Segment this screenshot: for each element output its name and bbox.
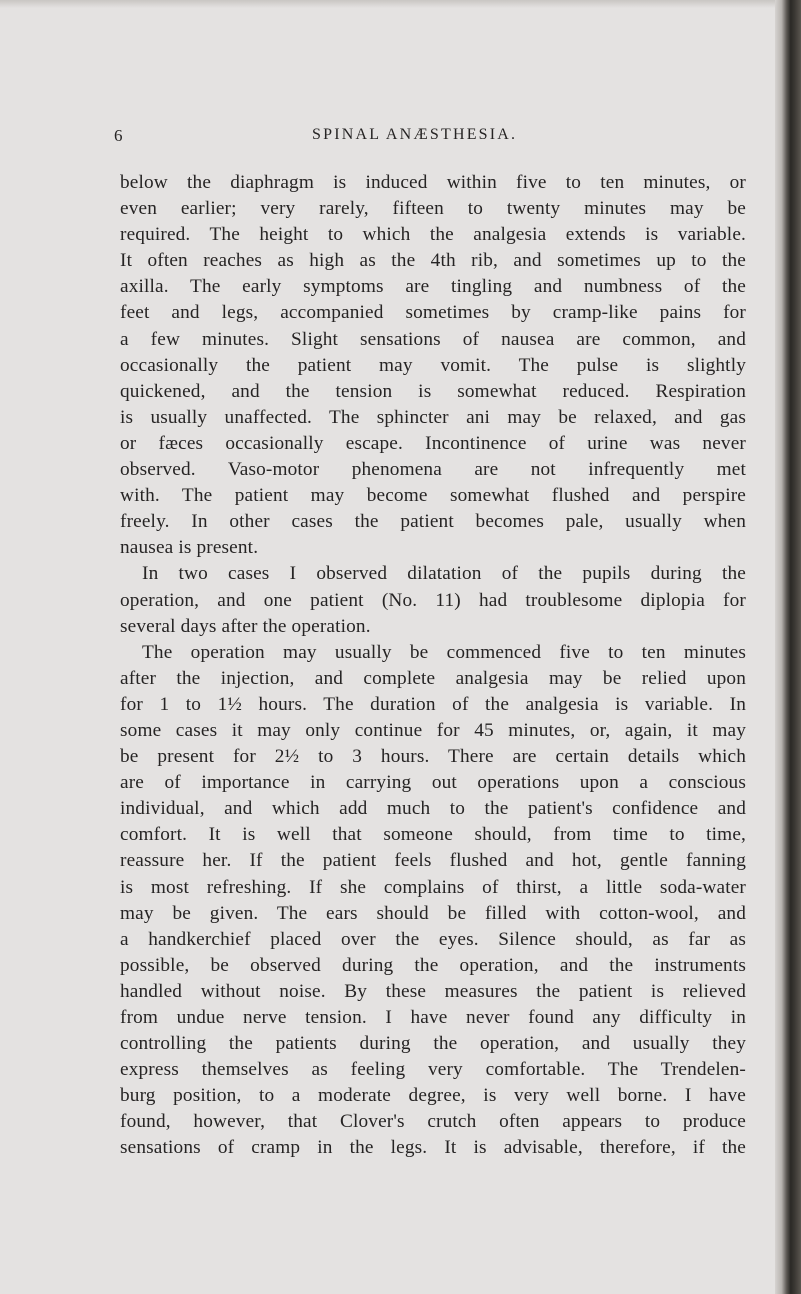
text-line: below the diaphragm is induced within five to ten minutes, or: [120, 172, 746, 193]
text-line: individual, and which add much to the patient's confidence and: [120, 798, 746, 820]
text-line: express themselves as feeling very comfortable. The Trendelen-: [120, 1059, 746, 1081]
running-head: [0, 126, 801, 150]
text-line: freely. In other cases the patient becomes pale, usually when: [120, 511, 746, 533]
text-line: are of importance in carrying out operations upon a conscious: [120, 772, 746, 794]
text-line: several days after the operation.: [120, 615, 371, 637]
text-line: is usually unaffected. The sphincter ani may be relaxed, and gas: [120, 406, 746, 428]
text-line: required. The height to which the analgesia extends is variable.: [120, 224, 746, 246]
page-number: 6: [114, 126, 124, 145]
text-line: found, however, that Clover's crutch often appears to produce: [120, 1111, 746, 1133]
text-line: sensations of cramp in the legs. It is advisable, therefore, if the: [120, 1137, 746, 1159]
text-line: is most refreshing. If she complains of thirst, a little soda-water: [120, 876, 746, 898]
page-top-shadow: [0, 0, 801, 8]
text-line: a handkerchief placed over the eyes. Silence should, as far as: [120, 928, 746, 950]
text-line: handled without noise. By these measures the patient is relieved: [120, 980, 746, 1002]
text-line: from undue nerve tension. I have never found any difficulty in: [120, 1007, 746, 1028]
running-title: SPINAL ANÆSTHESIA.: [312, 126, 518, 143]
text-line: for 1 to 1½ hours. The duration of the analgesia is variable. In: [120, 693, 746, 715]
text-line: axilla. The early symptoms are tingling and numbness of the: [120, 276, 746, 298]
text-line: The operation may usually be commenced five to ten minutes: [142, 641, 746, 663]
text-line: In two cases I observed dilatation of the pupils during the: [142, 563, 746, 585]
body-text: [120, 170, 746, 1162]
text-line: observed. Vaso-motor phenomena are not infrequently met: [120, 459, 746, 481]
text-line: operation, and one patient (No. 11) had troublesome diplopia for: [120, 589, 746, 611]
text-line: feet and legs, accompanied sometimes by cramp-like pains for: [120, 302, 746, 324]
text-line: burg position, to a moderate degree, is very well borne. I have: [120, 1085, 746, 1107]
text-line: possible, be observed during the operation, and the instruments: [120, 954, 746, 976]
text-line: nausea is present.: [120, 537, 259, 559]
text-line: some cases it may only continue for 45 minutes, or, again, it may: [120, 719, 746, 741]
page-edge-shadow: [775, 0, 801, 1294]
text-line: It often reaches as high as the 4th rib, and sometimes up to the: [120, 250, 746, 272]
text-line: with. The patient may become somewhat flushed and perspire: [120, 485, 746, 507]
text-line: be present for 2½ to 3 hours. There are certain details which: [120, 746, 746, 768]
text-line: a few minutes. Slight sensations of nausea are common, and: [120, 328, 746, 350]
text-line: controlling the patients during the operation, and usually they: [120, 1033, 746, 1055]
text-line: quickened, and the tension is somewhat reduced. Respiration: [120, 380, 746, 402]
text-line: comfort. It is well that someone should, from time to time,: [120, 824, 746, 846]
text-line: reassure her. If the patient feels flushed and hot, gentle fanning: [120, 850, 746, 872]
text-line: may be given. The ears should be filled with cotton-wool, and: [120, 902, 746, 924]
text-line: or fæces occasionally escape. Incontinence of urine was never: [120, 432, 746, 454]
text-line: even earlier; very rarely, fifteen to twenty minutes may be: [120, 198, 746, 220]
text-line: after the injection, and complete analgesia may be relied upon: [120, 667, 746, 689]
text-line: occasionally the patient may vomit. The pulse is slightly: [120, 354, 746, 376]
